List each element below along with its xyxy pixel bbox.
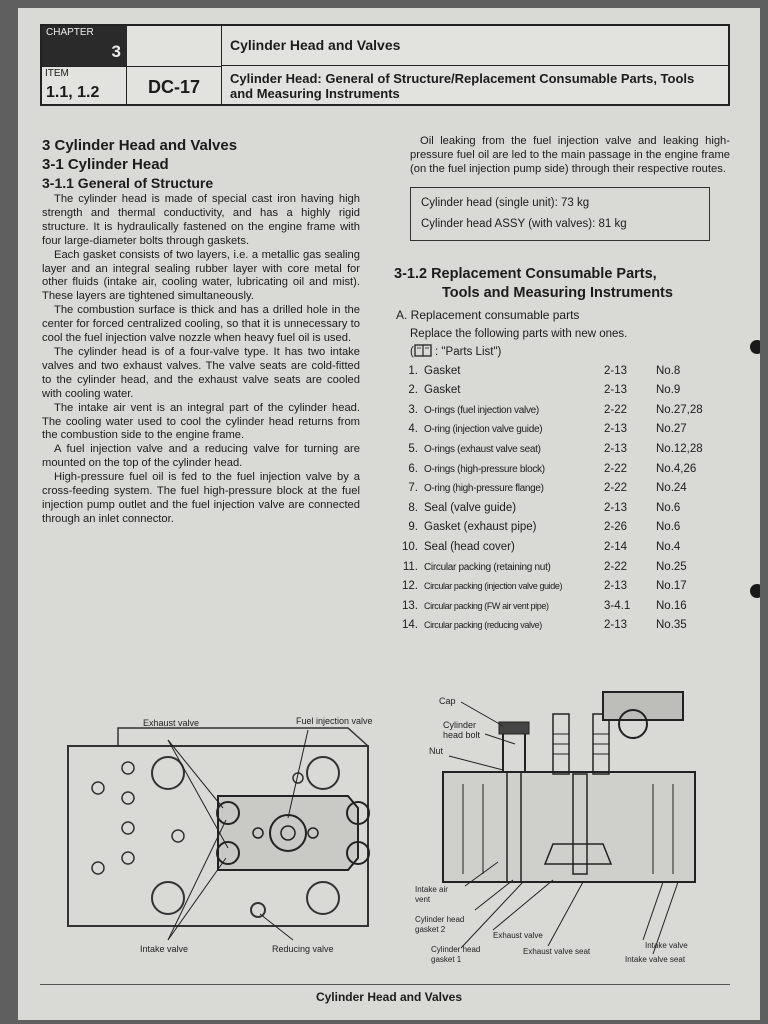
parts-row bbox=[394, 577, 724, 597]
parts-row bbox=[394, 440, 724, 460]
paragraph: A fuel injection valve and a reducing valve for turning are mounted on the top of the cylinder head. bbox=[42, 443, 360, 470]
label-intake-valve: Intake valve bbox=[645, 941, 688, 950]
part-page: 2-22 bbox=[604, 403, 628, 416]
part-page: 2-26 bbox=[604, 521, 628, 534]
paragraph: Each gasket consists of two layers, i.e. a metallic gas sealing layer and an integral sealing rubber layer with core metal for other fluids (intake air, cooling water, lubricating oil and mist). These layers are tightened simultaneously. bbox=[42, 248, 360, 303]
part-ref: No.4,26 bbox=[656, 462, 697, 475]
parts-table bbox=[394, 362, 724, 636]
part-ref: No.17 bbox=[656, 580, 687, 593]
part-name: O-rings (high-pressure block) bbox=[424, 463, 545, 475]
parts-row bbox=[394, 558, 724, 578]
footer-rule bbox=[40, 984, 730, 985]
part-page: 2-13 bbox=[604, 364, 628, 377]
right-column bbox=[394, 134, 730, 636]
item-label: ITEM bbox=[45, 68, 69, 79]
left-column bbox=[42, 136, 360, 527]
part-page: 2-13 bbox=[604, 501, 628, 514]
header-title-sub: Cylinder Head: General of Structure/Replacement Consumable Parts, Tools and Measuring Instruments bbox=[230, 71, 695, 101]
label-gasket-2-2: gasket 2 bbox=[415, 925, 446, 934]
binder-hole bbox=[750, 584, 760, 598]
part-page: 2-13 bbox=[604, 619, 628, 632]
chapter-number: 3 bbox=[111, 42, 121, 61]
part-number: 1. bbox=[408, 364, 418, 377]
label-intake-air-vent-2: vent bbox=[415, 895, 431, 904]
part-name: Circular packing (retaining nut) bbox=[424, 561, 551, 573]
part-ref: No.25 bbox=[656, 560, 687, 573]
subsection-heading-parts bbox=[394, 265, 730, 303]
item-cell bbox=[42, 66, 127, 106]
part-ref: No.6 bbox=[656, 501, 681, 514]
part-ref: No.8 bbox=[656, 364, 681, 377]
parts-row bbox=[394, 499, 724, 519]
paragraph: High-pressure fuel oil is fed to the fuel injection valve by a cross-feeding system. The fuel high-pressure block at the fuel injection pump outlet and the fuel injection valve are connected through an inlet connector. bbox=[42, 471, 360, 525]
part-ref: No.27,28 bbox=[656, 403, 703, 416]
part-page: 2-22 bbox=[604, 482, 628, 495]
replace-note: Replace the following parts with new ones. bbox=[410, 327, 628, 340]
part-name: Circular packing (reducing valve) bbox=[424, 620, 542, 631]
part-number: 10. bbox=[402, 540, 418, 553]
part-name: O-rings (fuel injection valve) bbox=[424, 404, 539, 416]
chapter-cell bbox=[42, 26, 127, 66]
label-gasket-1-1: Cylinder head bbox=[431, 945, 481, 954]
label-intake-valve: Intake valve bbox=[140, 944, 189, 954]
parts-row bbox=[394, 420, 724, 440]
part-number: 5. bbox=[408, 442, 418, 455]
paragraph: The combustion surface is thick and has a drilled hole in the center for forced centralized cooling, so that it is unnecessary to cool the fuel injection valve nozzle when heavy fuel oil is used. bbox=[42, 304, 360, 345]
part-name: Seal (valve guide) bbox=[424, 501, 517, 514]
label-nut: Nut bbox=[429, 746, 444, 756]
part-page: 2-14 bbox=[604, 540, 628, 553]
part-ref: No.16 bbox=[656, 599, 687, 612]
label-gasket-1-2: gasket 1 bbox=[431, 955, 462, 964]
parts-row bbox=[394, 479, 724, 499]
label-cylinder-head-bolt-2: head bolt bbox=[443, 730, 481, 740]
part-name: Circular packing (FW air vent pipe) bbox=[424, 600, 549, 611]
book-icon bbox=[414, 344, 432, 357]
doc-code: DC-17 bbox=[127, 66, 222, 106]
part-ref: No.4 bbox=[656, 540, 681, 553]
paragraph: The cylinder head is of a four-valve type. It has two intake valves and two exhaust valves. The valve seats are cold-fitted to the cylinder head, and the exhaust valve seats are cooled with cooling water. bbox=[42, 345, 360, 400]
manual-page bbox=[18, 8, 760, 1020]
subheading-consumables: A. Replacement consumable parts bbox=[396, 307, 580, 322]
part-name: Seal (head cover) bbox=[424, 540, 515, 553]
part-name: O-ring (injection valve guide) bbox=[424, 424, 543, 436]
section-heading: 3-1 Cylinder Head bbox=[42, 156, 169, 173]
part-page: 2-13 bbox=[604, 384, 628, 397]
label-intake-air-vent-1: Intake air bbox=[415, 885, 448, 894]
cylinder-head-section-view bbox=[403, 684, 713, 974]
part-number: 6. bbox=[408, 462, 418, 475]
label-fuel-injection-valve: Fuel injection valve bbox=[296, 716, 373, 726]
weight-spec-box bbox=[410, 187, 710, 241]
part-number: 7. bbox=[408, 482, 418, 495]
page-header-box bbox=[40, 24, 730, 106]
part-number: 9. bbox=[408, 521, 418, 534]
label-cap: Cap bbox=[439, 696, 456, 706]
part-number: 8. bbox=[408, 501, 418, 514]
part-name: Gasket bbox=[424, 384, 461, 397]
part-number: 3. bbox=[408, 403, 418, 416]
part-ref: No.12,28 bbox=[656, 442, 703, 455]
part-number: 14. bbox=[402, 619, 418, 632]
intro-paragraph: Oil leaking from the fuel injection valve and leaking high-pressure fuel oil are led to the main passage in the engine frame (on the fuel injection pump side) through their respective routes. bbox=[410, 135, 730, 176]
part-page: 2-13 bbox=[604, 442, 628, 455]
label-intake-valve-seat: Intake valve seat bbox=[625, 955, 686, 964]
item-number: 1.1, 1.2 bbox=[46, 84, 100, 101]
part-page: 2-13 bbox=[604, 423, 628, 436]
parts-list-label: : "Parts List") bbox=[435, 345, 502, 358]
part-ref: No.27 bbox=[656, 423, 687, 436]
chapter-label: CHAPTER bbox=[46, 27, 94, 38]
parts-row bbox=[394, 381, 724, 401]
part-number: 13. bbox=[402, 599, 418, 612]
label-reducing-valve: Reducing valve bbox=[272, 944, 334, 954]
paragraph: The cylinder head is made of special cast iron having high strength and thermal conductivity, and has a highly rigid structure. It is hydraulically fastened on the engine frame with four large-diameter bolts through gaskets. bbox=[42, 193, 360, 247]
part-page: 2-22 bbox=[604, 462, 628, 475]
part-name: Gasket bbox=[424, 364, 461, 377]
parts-row bbox=[394, 362, 724, 382]
label-cylinder-head-bolt-1: Cylinder bbox=[443, 720, 477, 730]
parts-row bbox=[394, 597, 724, 617]
label-exhaust-valve: Exhaust valve bbox=[493, 931, 543, 940]
page-footer: Cylinder Head and Valves bbox=[315, 990, 463, 1004]
part-name: O-rings (exhaust valve seat) bbox=[424, 443, 541, 455]
parts-row bbox=[394, 518, 724, 538]
subsection-heading: 3-1.1 General of Structure bbox=[42, 175, 214, 191]
chapter-heading: 3 Cylinder Head and Valves bbox=[42, 137, 238, 154]
part-name: Circular packing (injection valve guide) bbox=[424, 581, 563, 592]
heading-line-1: 3-1.2 Replacement Consumable Parts, bbox=[394, 265, 657, 282]
part-ref: No.35 bbox=[656, 619, 687, 632]
part-number: 12. bbox=[402, 580, 418, 593]
spec-single-unit: Cylinder head (single unit): 73 kg bbox=[421, 196, 590, 209]
part-number: 4. bbox=[408, 423, 418, 436]
heading-line-2: Tools and Measuring Instruments bbox=[442, 284, 673, 301]
part-ref: No.24 bbox=[656, 482, 687, 495]
part-page: 2-13 bbox=[604, 580, 628, 593]
parts-row bbox=[394, 538, 724, 558]
part-number: 11. bbox=[402, 560, 418, 573]
parts-row bbox=[394, 460, 724, 480]
header-title-main: Cylinder Head and Valves bbox=[222, 26, 728, 66]
label-gasket-2-1: Cylinder head bbox=[415, 915, 465, 924]
part-name: Gasket (exhaust pipe) bbox=[424, 521, 537, 534]
part-number: 2. bbox=[408, 384, 418, 397]
part-ref: No.9 bbox=[656, 384, 681, 397]
part-name: O-ring (high-pressure flange) bbox=[424, 483, 544, 495]
part-page: 3-4.1 bbox=[604, 599, 631, 612]
binder-hole bbox=[750, 340, 760, 354]
parts-row bbox=[394, 616, 724, 636]
part-page: 2-22 bbox=[604, 560, 628, 573]
header-blank-cell bbox=[127, 26, 222, 66]
label-exhaust-valve: Exhaust valve bbox=[143, 718, 200, 728]
paragraph: The intake air vent is an integral part of the cylinder head. The cooling water used to cool the cylinder head returns from the combustion side to the engine frame. bbox=[42, 401, 360, 442]
label-exhaust-valve-seat: Exhaust valve seat bbox=[523, 947, 591, 956]
parts-row bbox=[394, 401, 724, 421]
parts-list-reference: ( : "Parts List") bbox=[410, 345, 502, 358]
part-ref: No.6 bbox=[656, 521, 681, 534]
cylinder-head-top-view bbox=[58, 708, 398, 968]
spec-assembly: Cylinder head ASSY (with valves): 81 kg bbox=[421, 217, 627, 230]
